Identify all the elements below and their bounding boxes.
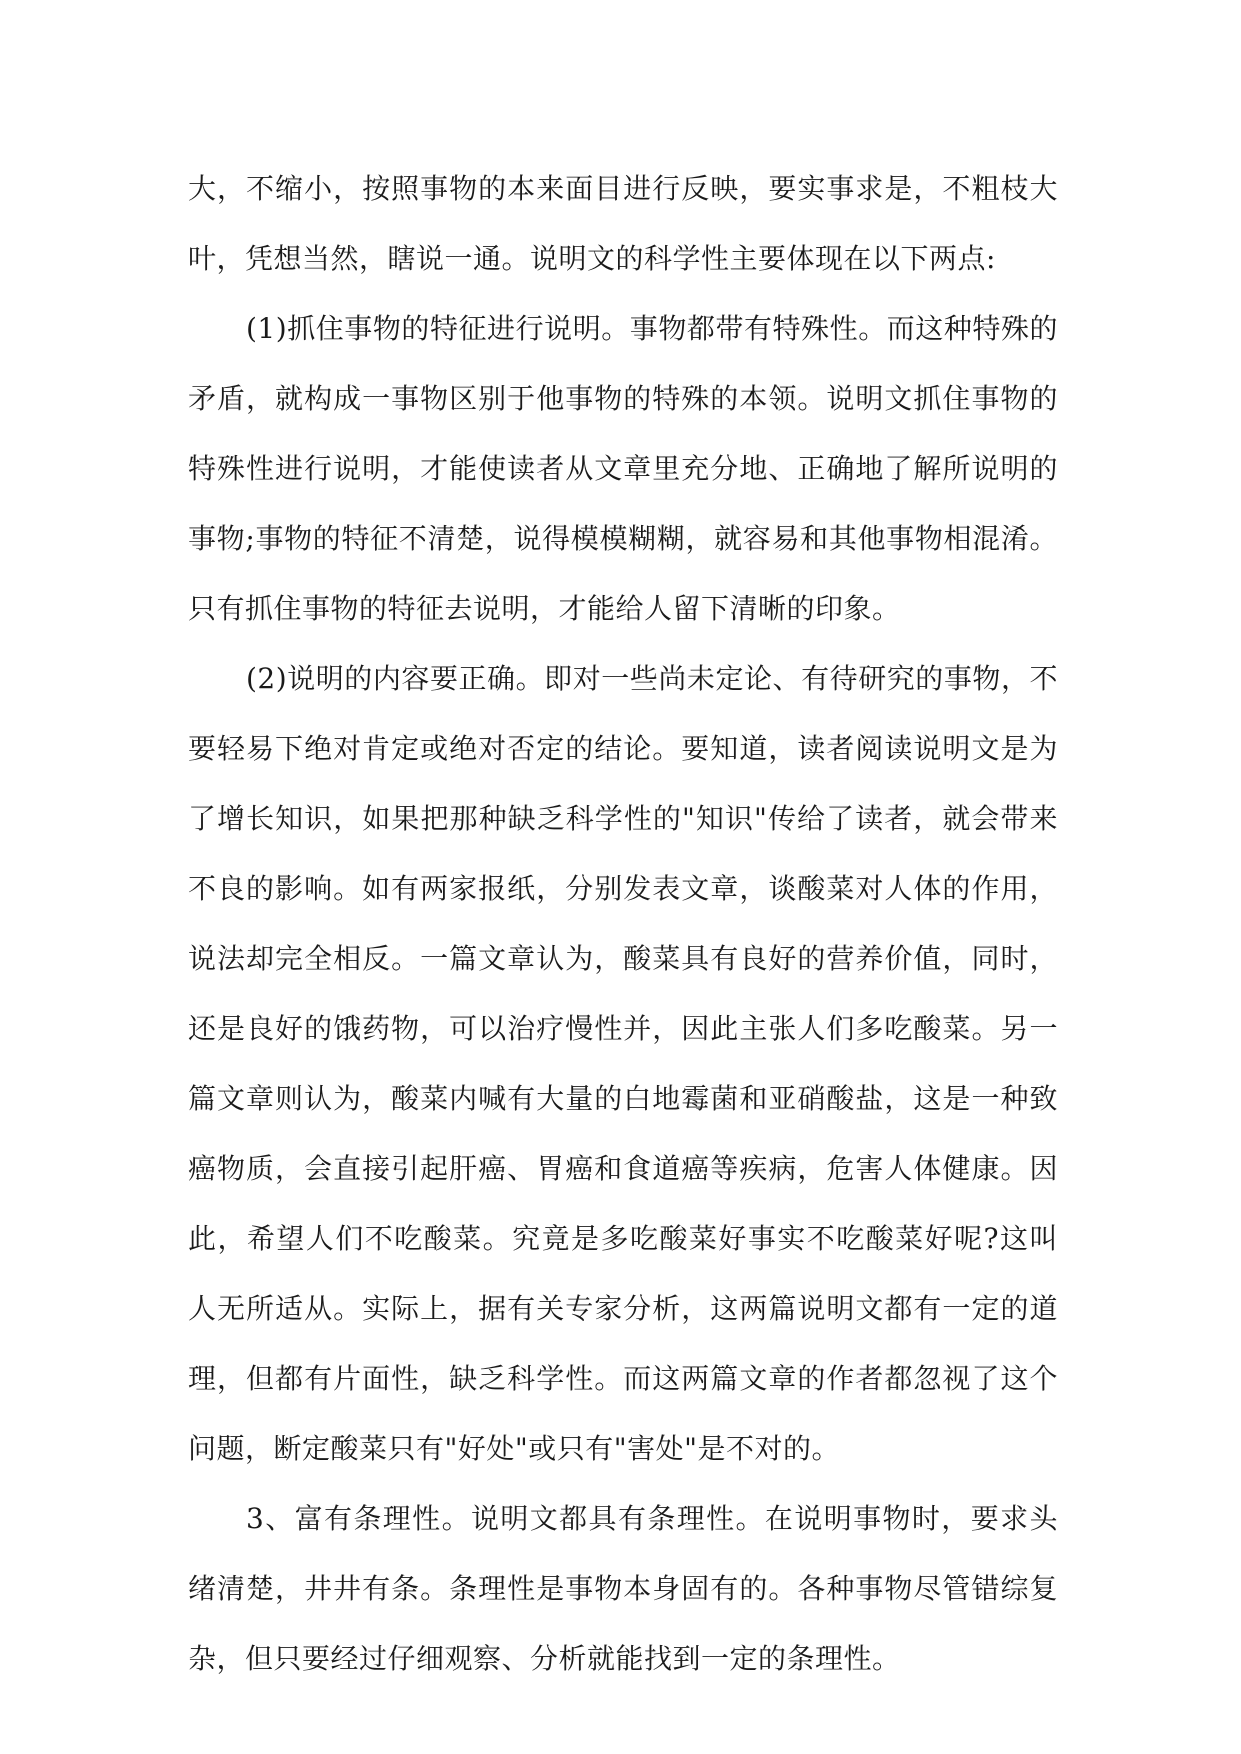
document-body [188,154,1058,1694]
paragraph-point-2: (2)说明的内容要正确。即对一些尚未定论、有待研究的事物，不要轻易下绝对肯定或绝对否定的结论。要知道，读者阅读说明文是为了增长知识，如果把那种缺乏科学性的"知识"传给了读者，就会带来不良的影响。如有两家报纸，分别发表文章，谈酸菜对人体的作用，说法却完全相反。一篇文章认为，酸菜具有良好的营养价值，同时，还是良好的饿药物，可以治疗慢性并，因此主张人们多吃酸菜。另一篇文章则认为，酸菜内喊有大量的白地霉菌和亚硝酸盐，这是一种致癌物质，会直接引起肝癌、胃癌和食道癌等疾病，危害人体健康。因此，希望人们不吃酸菜。究竟是多吃酸菜好事实不吃酸菜好呢?这叫人无所适从。实际上，据有关专家分析，这两篇说明文都有一定的道理，但都有片面性，缺乏科学性。而这两篇文章的作者都忽视了这个问题，断定酸菜只有"好处"或只有"害处"是不对的。 [188,662,1058,1465]
paragraph-section-3: 3、富有条理性。说明文都具有条理性。在说明事物时，要求头绪清楚，井井有条。条理性是事物本身固有的。各种事物尽管错综复杂，但只要经过仔细观察、分析就能找到一定的条理性。 [188,1502,1058,1675]
paragraph-point-1: (1)抓住事物的特征进行说明。事物都带有特殊性。而这种特殊的矛盾，就构成一事物区别于他事物的特殊的本领。说明文抓住事物的特殊性进行说明，才能使读者从文章里充分地、正确地了解所说明的事物;事物的特征不清楚，说得模模糊糊，就容易和其他事物相混淆。只有抓住事物的特征去说明，才能给人留下清晰的印象。 [188,312,1058,625]
paragraph-continuation: 大，不缩小，按照事物的本来面目进行反映，要实事求是，不粗枝大叶，凭想当然，瞎说一通。说明文的科学性主要体现在以下两点: [188,172,1058,275]
